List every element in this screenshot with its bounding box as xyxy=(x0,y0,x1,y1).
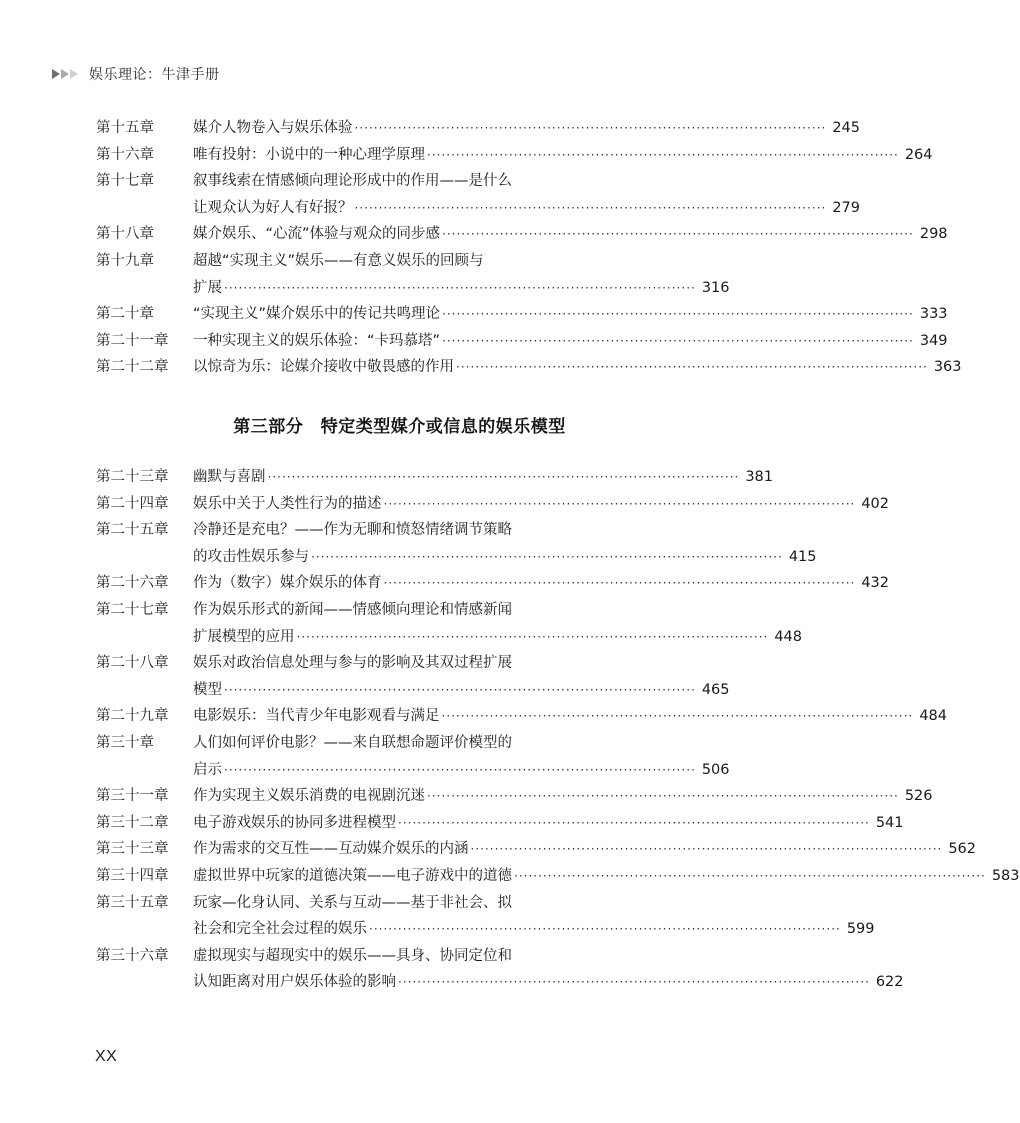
chapter-title-text: 的攻击性娱乐参与 xyxy=(193,548,309,565)
toc-entry[interactable] xyxy=(96,517,817,570)
page-ref: 465 xyxy=(701,681,730,698)
page-number: XX xyxy=(95,1048,118,1065)
chapter-title-text: 媒介娱乐、“心流”体验与观众的同步感 xyxy=(193,226,441,243)
chapter-number: 第二十七章 xyxy=(96,602,169,618)
chapter-title-text: 让观众认为好人有好报？ xyxy=(193,199,353,216)
chapter-title-text: 作为娱乐形式的新闻——情感倾向理论和情感新闻 xyxy=(193,602,512,618)
leader-dots: ·································································································· xyxy=(470,842,943,857)
toc-entry[interactable] xyxy=(96,248,730,301)
page-ref: 448 xyxy=(774,628,803,645)
toc-entry[interactable] xyxy=(96,221,948,248)
toc-entry-line xyxy=(96,890,578,917)
toc-entry-line xyxy=(96,301,948,328)
page-ref: 506 xyxy=(701,761,730,778)
toc-entry-line xyxy=(96,757,730,784)
page-ref: 622 xyxy=(875,974,904,991)
toc-entry[interactable] xyxy=(96,597,803,650)
chapter-title xyxy=(193,570,890,597)
chapter-title xyxy=(193,597,578,624)
toc-entry-line xyxy=(96,836,977,863)
toc-entry-line xyxy=(96,916,875,943)
toc-entry-line xyxy=(96,863,1020,890)
toc-entry-line xyxy=(96,517,578,544)
chapter-title-text: 幽默与喜剧 xyxy=(193,469,266,485)
chapter-title xyxy=(193,757,730,784)
toc-entry-line xyxy=(96,969,904,996)
toc-entry[interactable] xyxy=(96,328,948,355)
chapter-title-text: 扩展模型的应用 xyxy=(193,628,295,645)
page-ref: 349 xyxy=(919,332,948,349)
chapter-title-text: 启示 xyxy=(193,761,222,778)
chapter-title-text: 电子游戏娱乐的协同多进程模型 xyxy=(193,814,396,831)
page-ref: 245 xyxy=(832,120,861,136)
page-ref: 279 xyxy=(832,199,861,216)
page-ref: 583 xyxy=(991,868,1020,884)
chapter-title xyxy=(193,464,774,491)
toc-entry[interactable] xyxy=(96,703,948,730)
chapter-number: 第十五章 xyxy=(96,120,154,136)
leader-dots: ·································································································· xyxy=(224,280,696,295)
chapter-title xyxy=(193,943,578,970)
chapter-title xyxy=(193,624,803,651)
leader-dots: ·································································································· xyxy=(311,549,783,564)
chapter-title xyxy=(193,916,875,943)
toc-entry-line xyxy=(96,703,948,730)
leader-dots: ·································································································· xyxy=(398,975,870,990)
running-header xyxy=(52,64,220,84)
toc-entry[interactable] xyxy=(96,142,933,169)
chapter-number: 第三十三章 xyxy=(96,841,169,858)
chapter-title xyxy=(193,491,890,518)
chapter-title-text: 唯有投射：小说中的一种心理学原理 xyxy=(193,146,425,163)
part-heading: 第三部分 特定类型媒介或信息的娱乐模型 xyxy=(233,417,566,437)
leader-dots: ·································································································· xyxy=(427,789,899,804)
page-ref: 541 xyxy=(875,814,904,831)
chapter-title xyxy=(193,168,578,195)
chapter-title-text: 以惊奇为乐：论媒介接收中敬畏感的作用 xyxy=(193,359,454,376)
page-ref: 381 xyxy=(745,469,774,485)
chapter-number: 第二十六章 xyxy=(96,575,169,592)
toc-entry[interactable] xyxy=(96,650,730,703)
toc-entry-line xyxy=(96,248,578,275)
chapter-number: 第三十四章 xyxy=(96,868,169,884)
chapter-title-text: 娱乐对政治信息处理与参与的影响及其双过程扩展 xyxy=(193,655,512,672)
leader-dots: ·································································································· xyxy=(354,121,827,135)
page-ref: 562 xyxy=(948,841,977,858)
chapter-title-text: 娱乐中关于人类性行为的描述 xyxy=(193,495,382,512)
page-ref: 333 xyxy=(919,306,948,323)
toc-entry[interactable] xyxy=(96,863,1020,890)
page-ref: 415 xyxy=(788,548,817,565)
chapter-number: 第二十章 xyxy=(96,306,154,323)
chapter-title-text: 人们如何评价电影？——来自联想命题评价模型的 xyxy=(193,735,512,751)
toc-entry-line xyxy=(96,464,774,491)
toc-entry-line xyxy=(96,115,861,142)
leader-dots: ·································································································· xyxy=(441,709,914,724)
chapter-title xyxy=(193,142,933,169)
chapter-title-text: 虚拟现实与超现实中的娱乐——具身、协同定位和 xyxy=(193,947,512,964)
chapter-title xyxy=(193,783,933,810)
chapter-title xyxy=(193,810,904,837)
toc-entry[interactable] xyxy=(96,168,861,221)
toc-entry-line xyxy=(96,650,578,677)
leader-dots: ·································································································· xyxy=(456,360,928,375)
chapter-number: 第二十九章 xyxy=(96,708,169,725)
chapter-title-text: 超越“实现主义”娱乐——有意义娱乐的回顾与 xyxy=(193,253,484,269)
chapter-title-text: 玩家—化身认同、关系与互动——基于非社会、拟 xyxy=(193,894,512,911)
toc-entry[interactable] xyxy=(96,301,948,328)
chapter-title xyxy=(193,650,578,677)
toc-entry-line xyxy=(96,783,933,810)
chapter-title-text: 模型 xyxy=(193,681,222,698)
chapter-title xyxy=(193,328,948,355)
toc-entry[interactable] xyxy=(96,836,977,863)
chapter-title xyxy=(193,730,578,757)
toc-entry-line xyxy=(96,328,948,355)
page-ref: 264 xyxy=(904,146,933,163)
page-ref: 316 xyxy=(701,279,730,296)
chapter-title xyxy=(193,703,948,730)
toc-entry[interactable] xyxy=(96,354,962,381)
chapter-title-text: “实现主义”媒介娱乐中的传记共鸣理论 xyxy=(193,306,441,323)
chapter-number: 第十七章 xyxy=(96,173,154,190)
toc-entry[interactable] xyxy=(96,464,774,491)
leader-dots: ·································································································· xyxy=(267,470,740,484)
page-ref: 432 xyxy=(861,575,890,592)
chapter-title xyxy=(193,195,861,222)
chapter-number: 第二十四章 xyxy=(96,495,169,512)
leader-dots: ·································································································· xyxy=(398,815,870,830)
toc-entry[interactable] xyxy=(96,730,730,783)
chapter-title-text: 叙事线索在情感倾向理论形成中的作用——是什么 xyxy=(193,173,512,190)
chapter-title xyxy=(193,517,578,544)
chapter-title-text: 虚拟世界中玩家的道德决策——电子游戏中的道德 xyxy=(193,868,512,884)
leader-dots: ·································································································· xyxy=(514,869,986,883)
header-arrows-icon xyxy=(52,69,79,79)
chapter-title xyxy=(193,863,1020,890)
leader-dots: ·································································································· xyxy=(354,200,827,215)
chapter-title xyxy=(193,836,977,863)
toc-entry-line xyxy=(96,597,578,624)
chapter-number: 第十八章 xyxy=(96,226,154,243)
chapter-title-text: 媒介人物卷入与娱乐体验 xyxy=(193,120,353,136)
toc-entry-line xyxy=(96,275,730,302)
toc-entry-line xyxy=(96,810,904,837)
chapter-title xyxy=(193,354,962,381)
chapter-number: 第二十二章 xyxy=(96,359,169,376)
toc-entry-line xyxy=(96,943,578,970)
leader-dots: ·································································································· xyxy=(427,147,899,162)
toc-entry[interactable] xyxy=(96,115,861,142)
chapter-title xyxy=(193,677,730,704)
chapter-number: 第十九章 xyxy=(96,253,154,269)
chapter-title-text: 电影娱乐：当代青少年电影观看与满足 xyxy=(193,708,440,725)
chapter-title xyxy=(193,275,730,302)
toc-entry-line xyxy=(96,624,803,651)
toc-entry-line xyxy=(96,570,890,597)
leader-dots: ·································································································· xyxy=(224,682,696,697)
chapter-title xyxy=(193,248,578,275)
chapter-number: 第三十章 xyxy=(96,735,154,751)
chapter-number: 第二十三章 xyxy=(96,469,169,485)
chapter-number: 第三十二章 xyxy=(96,814,169,831)
chapter-title-text: 作为（数字）媒介娱乐的体育 xyxy=(193,575,382,592)
chapter-title xyxy=(193,969,904,996)
chapter-title-text: 冷静还是充电？——作为无聊和愤怒情绪调节策略 xyxy=(193,522,512,539)
chapter-title-text: 社会和完全社会过程的娱乐 xyxy=(193,921,367,938)
toc-entry-line xyxy=(96,195,861,222)
leader-dots: ·································································································· xyxy=(224,762,696,777)
chapter-number: 第二十五章 xyxy=(96,522,169,539)
chapter-title xyxy=(193,301,948,328)
leader-dots: ·································································································· xyxy=(296,629,769,644)
page-ref: 298 xyxy=(919,226,948,243)
toc-entry-line xyxy=(96,168,578,195)
chapter-title-text: 一种实现主义的娱乐体验：“卡玛慕塔” xyxy=(193,332,441,349)
toc-entry[interactable] xyxy=(96,783,933,810)
toc-entry-line xyxy=(96,677,730,704)
chapter-title xyxy=(193,115,861,142)
running-header-title: 娱乐理论：牛津手册 xyxy=(89,67,220,83)
chapter-number: 第三十一章 xyxy=(96,788,169,805)
chapter-title-text: 认知距离对用户娱乐体验的影响 xyxy=(193,974,396,991)
toc-entry[interactable] xyxy=(96,943,904,996)
leader-dots: ·································································································· xyxy=(383,496,856,511)
chapter-title-text: 作为需求的交互性——互动媒介娱乐的内涵 xyxy=(193,841,469,858)
page-ref: 526 xyxy=(904,788,933,805)
chapter-number: 第十六章 xyxy=(96,146,154,163)
page-ref: 363 xyxy=(933,359,962,376)
chapter-number: 第二十一章 xyxy=(96,332,169,349)
chapter-title xyxy=(193,221,948,248)
leader-dots: ·································································································· xyxy=(442,307,914,322)
chapter-title xyxy=(193,544,817,571)
leader-dots: ·································································································· xyxy=(383,576,856,591)
toc-entry-line xyxy=(96,354,962,381)
toc-entry-line xyxy=(96,730,578,757)
chapter-title-text: 扩展 xyxy=(193,279,222,296)
toc-entry[interactable] xyxy=(96,890,875,943)
chapter-number: 第三十五章 xyxy=(96,894,169,911)
page-ref: 599 xyxy=(846,921,875,938)
toc-entry-line xyxy=(96,142,933,169)
page-ref: 402 xyxy=(861,495,890,512)
leader-dots: ·································································································· xyxy=(442,227,914,242)
page-ref: 484 xyxy=(919,708,948,725)
toc-entry-line xyxy=(96,491,890,518)
toc-entry[interactable] xyxy=(96,491,890,518)
leader-dots: ·································································································· xyxy=(442,333,914,348)
toc-entry[interactable] xyxy=(96,810,904,837)
chapter-number: 第二十八章 xyxy=(96,655,169,672)
toc-entry-line xyxy=(96,221,948,248)
chapter-title-text: 作为实现主义娱乐消费的电视剧沉迷 xyxy=(193,788,425,805)
leader-dots: ·································································································· xyxy=(369,922,841,937)
toc-entry[interactable] xyxy=(96,570,890,597)
toc-entry-line xyxy=(96,544,817,571)
chapter-title xyxy=(193,890,578,917)
chapter-number: 第三十六章 xyxy=(96,947,169,964)
